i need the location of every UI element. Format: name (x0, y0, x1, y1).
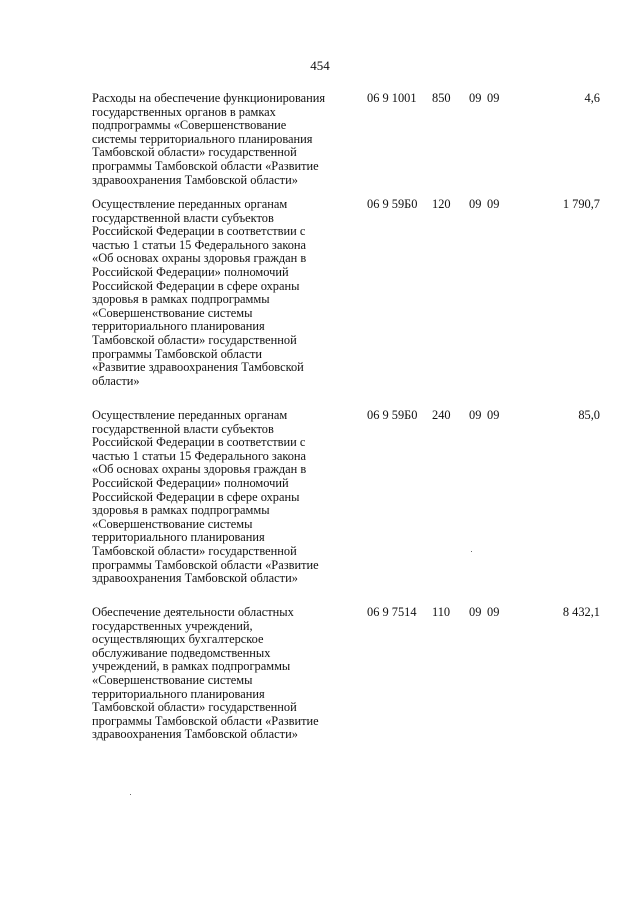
row-description: Осуществление переданных органам государственной власти субъектов Российской Федерации в соответствии с частью 1 статьи 15 Федерального закона «Об основах охраны здоровья граждан в Российской Федерации» полномочий Российской Федерации в сфере охраны здоровья в рамках подпрограммы «Совершенствование системы территориального планирования Тамбовской области» государственной программы Тамбовской области «Развитие здравоохранения Тамбовской области» (92, 408, 319, 586)
row-subsection-code: 09 (487, 91, 500, 105)
row-target-article-code: 06 9 59Б0 (367, 408, 418, 422)
row-amount: 1 790,7 (562, 197, 600, 211)
row-target-article-code: 06 9 7514 (367, 605, 417, 619)
row-description: Расходы на обеспечение функционирования государственных органов в рамках подпрограммы «Совершенствование системы территориального планирования Тамбовской области» государственной программы Тамбовской области «Развитие здравоохранения Тамбовской области» (92, 91, 326, 187)
row-amount: 8 432,1 (562, 605, 600, 619)
row-subsection-code: 09 (487, 605, 500, 619)
row-expense-type-code: 240 (432, 408, 451, 422)
scan-speck (471, 551, 472, 552)
row-expense-type-code: 850 (432, 91, 451, 105)
page-number: 454 (310, 58, 330, 73)
row-amount: 4,6 (584, 91, 600, 105)
row-subsection-code: 09 (487, 197, 500, 211)
row-target-article-code: 06 9 1001 (367, 91, 417, 105)
row-section-code: 09 (469, 91, 482, 105)
row-section-code: 09 (469, 408, 482, 422)
row-amount: 85,0 (578, 408, 600, 422)
row-section-code: 09 (469, 605, 482, 619)
row-description: Обеспечение деятельности областных государственных учреждений, осуществляющих бухгалтерское обслуживание подведомственных учреждений, в рамках подпрограммы «Совершенствование системы территориального планирования Тамбовской области» государственной программы Тамбовской области «Развитие здравоохранения Тамбовской области» (92, 605, 319, 742)
scan-speck (130, 794, 131, 795)
row-subsection-code: 09 (487, 408, 500, 422)
row-description: Осуществление переданных органам государственной власти субъектов Российской Федерации в соответствии с частью 1 статьи 15 Федерального закона «Об основах охраны здоровья граждан в Российской Федерации» полномочий Российской Федерации в сфере охраны здоровья в рамках подпрограммы «Совершенствование системы территориального планирования Тамбовской области» государственной программы Тамбовской области «Развитие здравоохранения Тамбовской области» (92, 197, 307, 388)
row-section-code: 09 (469, 197, 482, 211)
row-target-article-code: 06 9 59Б0 (367, 197, 418, 211)
row-expense-type-code: 120 (432, 197, 451, 211)
row-expense-type-code: 110 (432, 605, 451, 619)
